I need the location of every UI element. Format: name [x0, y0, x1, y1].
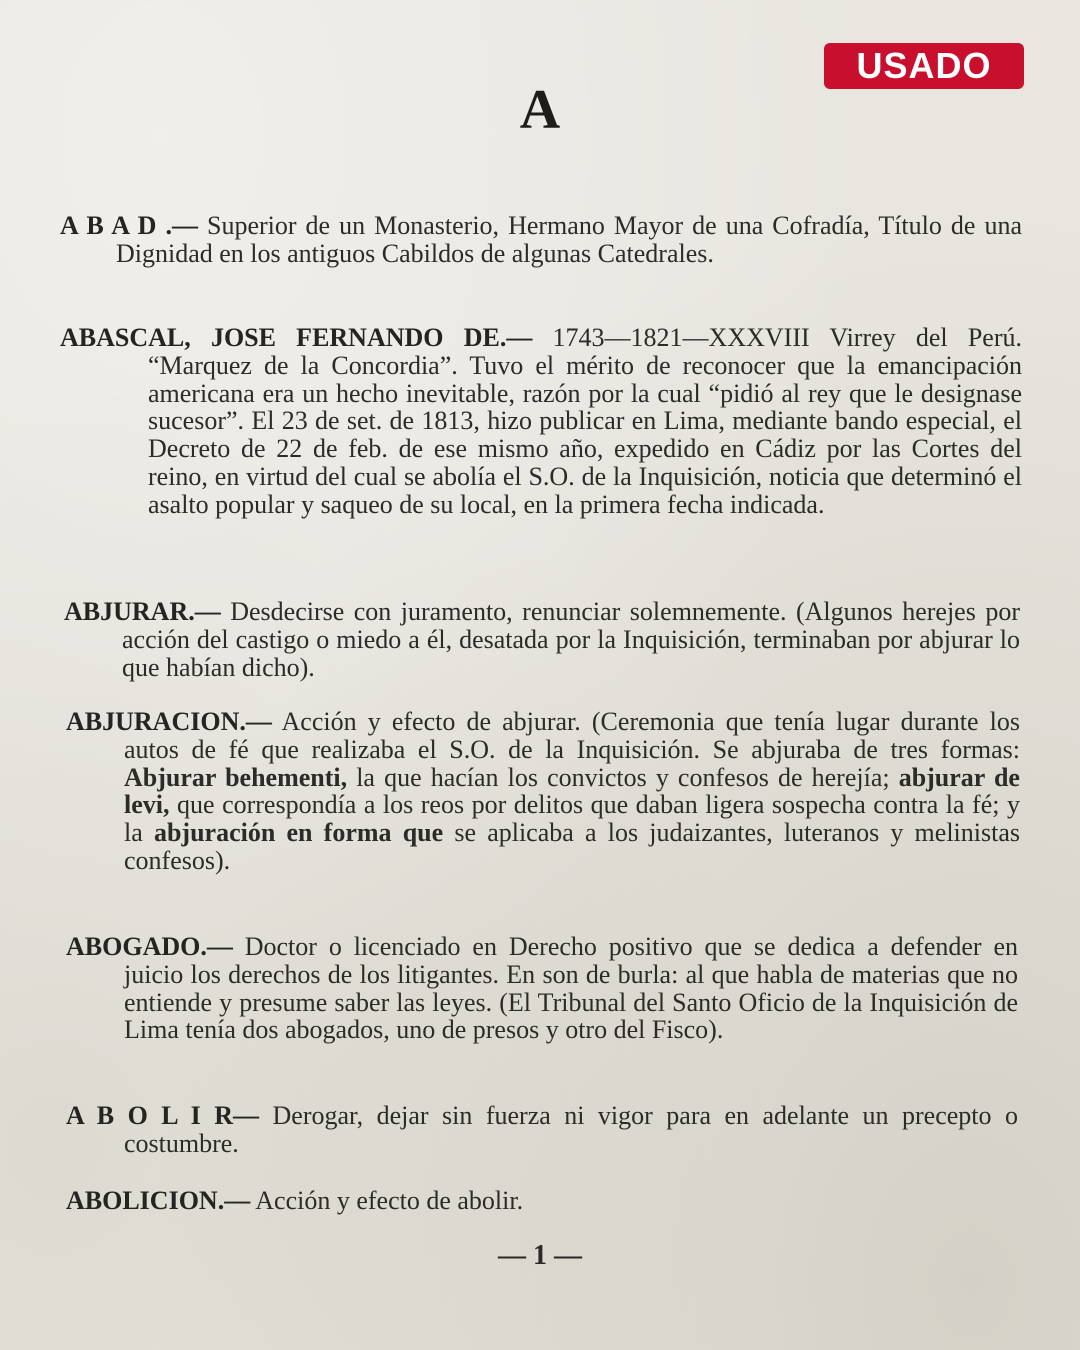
- entry-term: ABJURAR.—: [64, 597, 221, 626]
- entry-definition: que correspondía a los reos por delitos que daban ligera sospecha contra la fé; y la: [124, 790, 1020, 848]
- entry-term: A B A D .—: [60, 211, 198, 240]
- entry-definition: Derogar, dejar sin fuerza ni vigor para en adelante un precepto o costumbre.: [124, 1101, 1018, 1158]
- page-number: — 1 —: [498, 1240, 582, 1271]
- entry-definition: la que hacían los convictos y confesos de herejía;: [347, 762, 899, 792]
- entry-definition: Acción y efecto de abjurar. (Ceremonia que tenía lugar durante los autos de fé que realizaba el S.O. de la Inquisición. Se abjuraba de tres formas:: [124, 707, 1020, 764]
- entry-definition: 1743—1821—XXXVIII Virrey del Perú. “Marquez de la Concordia”. Tuvo el mérito de reconocer que la emancipación americana era un hecho inevitable, razón por la cual “pidió al rey que le designase sucesor”. El 23 de set. de 1813, hizo publicar en Lima, mediante bando especial, el Decreto de 22 de feb. de ese mismo año, expedido en Cádiz por las Cortes del reino, en virtud del cual se abolía el S.O. de la Inquisición, noticia que determinó el asalto popular y saqueo de su local, en la primera fecha indicada.: [148, 323, 1022, 519]
- entry-definition: Desdecirse con juramento, renunciar solemnemente. (Algunos herejes por acción del castigo o miedo a él, desatada por la Inquisición, terminaban por abjurar lo que habían dicho).: [122, 597, 1020, 682]
- entry-bold-term: Abjurar behementi,: [124, 762, 348, 792]
- entry-abolir: [66, 1102, 1018, 1158]
- entry-abolicion: [66, 1187, 1018, 1215]
- entry-definition: Superior de un Monasterio, Hermano Mayor de una Cofradía, Título de una Dignidad en los antiguos Cabildos de algunas Catedrales.: [116, 211, 1022, 268]
- entry-bold-term: abjurar de levi,: [124, 762, 1020, 820]
- entry-bold-term: abjuración en forma que: [153, 818, 444, 848]
- entry-definition: se aplicaba a los judaizantes, luteranos y melinistas confesos).: [124, 818, 1020, 875]
- entry-definition: Doctor o licenciado en Derecho positivo que se dedica a defender en juicio los derechos de los litigantes. En son de burla: al que habla de materias que no entiende y presume saber las leyes. (El Tribunal del Santo Oficio de la Inquisición de Lima tenía dos abogados, uno de presos y otro del Fisco).: [124, 932, 1018, 1045]
- section-letter-heading: A: [519, 79, 561, 141]
- entry-abascal: [60, 324, 1022, 519]
- used-badge: USADO: [824, 43, 1024, 89]
- entry-term: ABOLICION.—: [66, 1186, 251, 1215]
- entry-abad: [60, 212, 1022, 268]
- entry-abjurar: [64, 598, 1020, 681]
- entry-abjuracion: [66, 708, 1020, 875]
- entry-term: ABOGADO.—: [66, 932, 233, 961]
- entry-term: ABJURACION.—: [66, 707, 272, 736]
- entry-term: ABASCAL, JOSE FERNANDO DE.—: [60, 323, 533, 352]
- entry-term: A B O L I R—: [66, 1101, 260, 1130]
- entry-definition: Acción y efecto de abolir.: [250, 1186, 524, 1215]
- entry-abogado: [66, 933, 1018, 1044]
